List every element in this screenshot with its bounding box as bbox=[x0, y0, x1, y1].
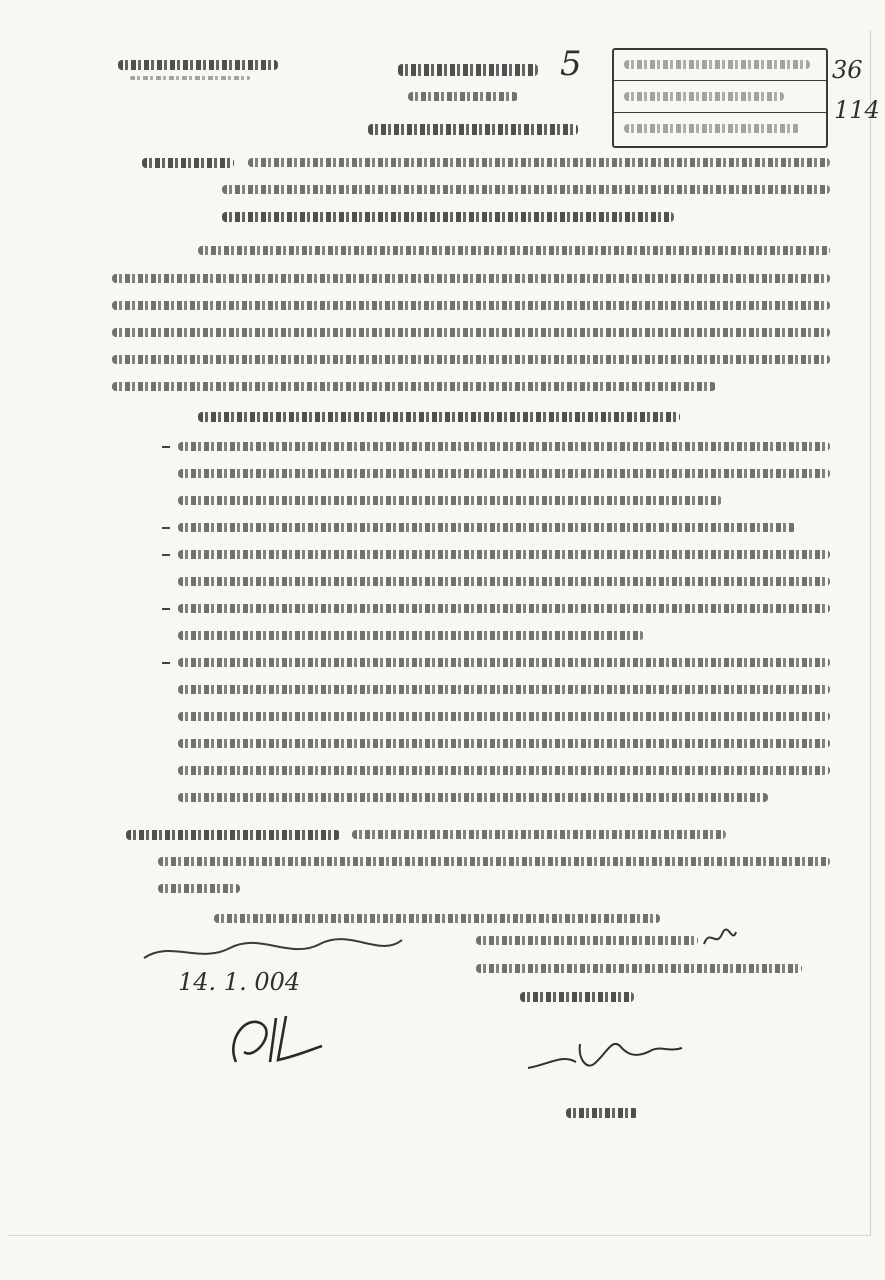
office-title-underline bbox=[130, 76, 250, 80]
handwritten-date: 14. 1. 004 bbox=[178, 968, 301, 996]
receipt-stamp bbox=[612, 48, 828, 148]
minister-signature bbox=[520, 1024, 690, 1084]
registry-number: 5 bbox=[560, 44, 582, 84]
registry-label bbox=[398, 64, 538, 76]
margin-number-top: 36 bbox=[832, 56, 863, 84]
initials-signature bbox=[206, 1010, 326, 1070]
document-heading bbox=[368, 124, 578, 135]
margin-note-scribble bbox=[140, 930, 410, 970]
signatory-name bbox=[566, 1108, 638, 1118]
office-title-line bbox=[118, 60, 278, 70]
margin-number-bottom: 114 bbox=[834, 96, 880, 124]
approval-mark bbox=[700, 926, 740, 950]
registry-sublabel bbox=[408, 92, 518, 101]
